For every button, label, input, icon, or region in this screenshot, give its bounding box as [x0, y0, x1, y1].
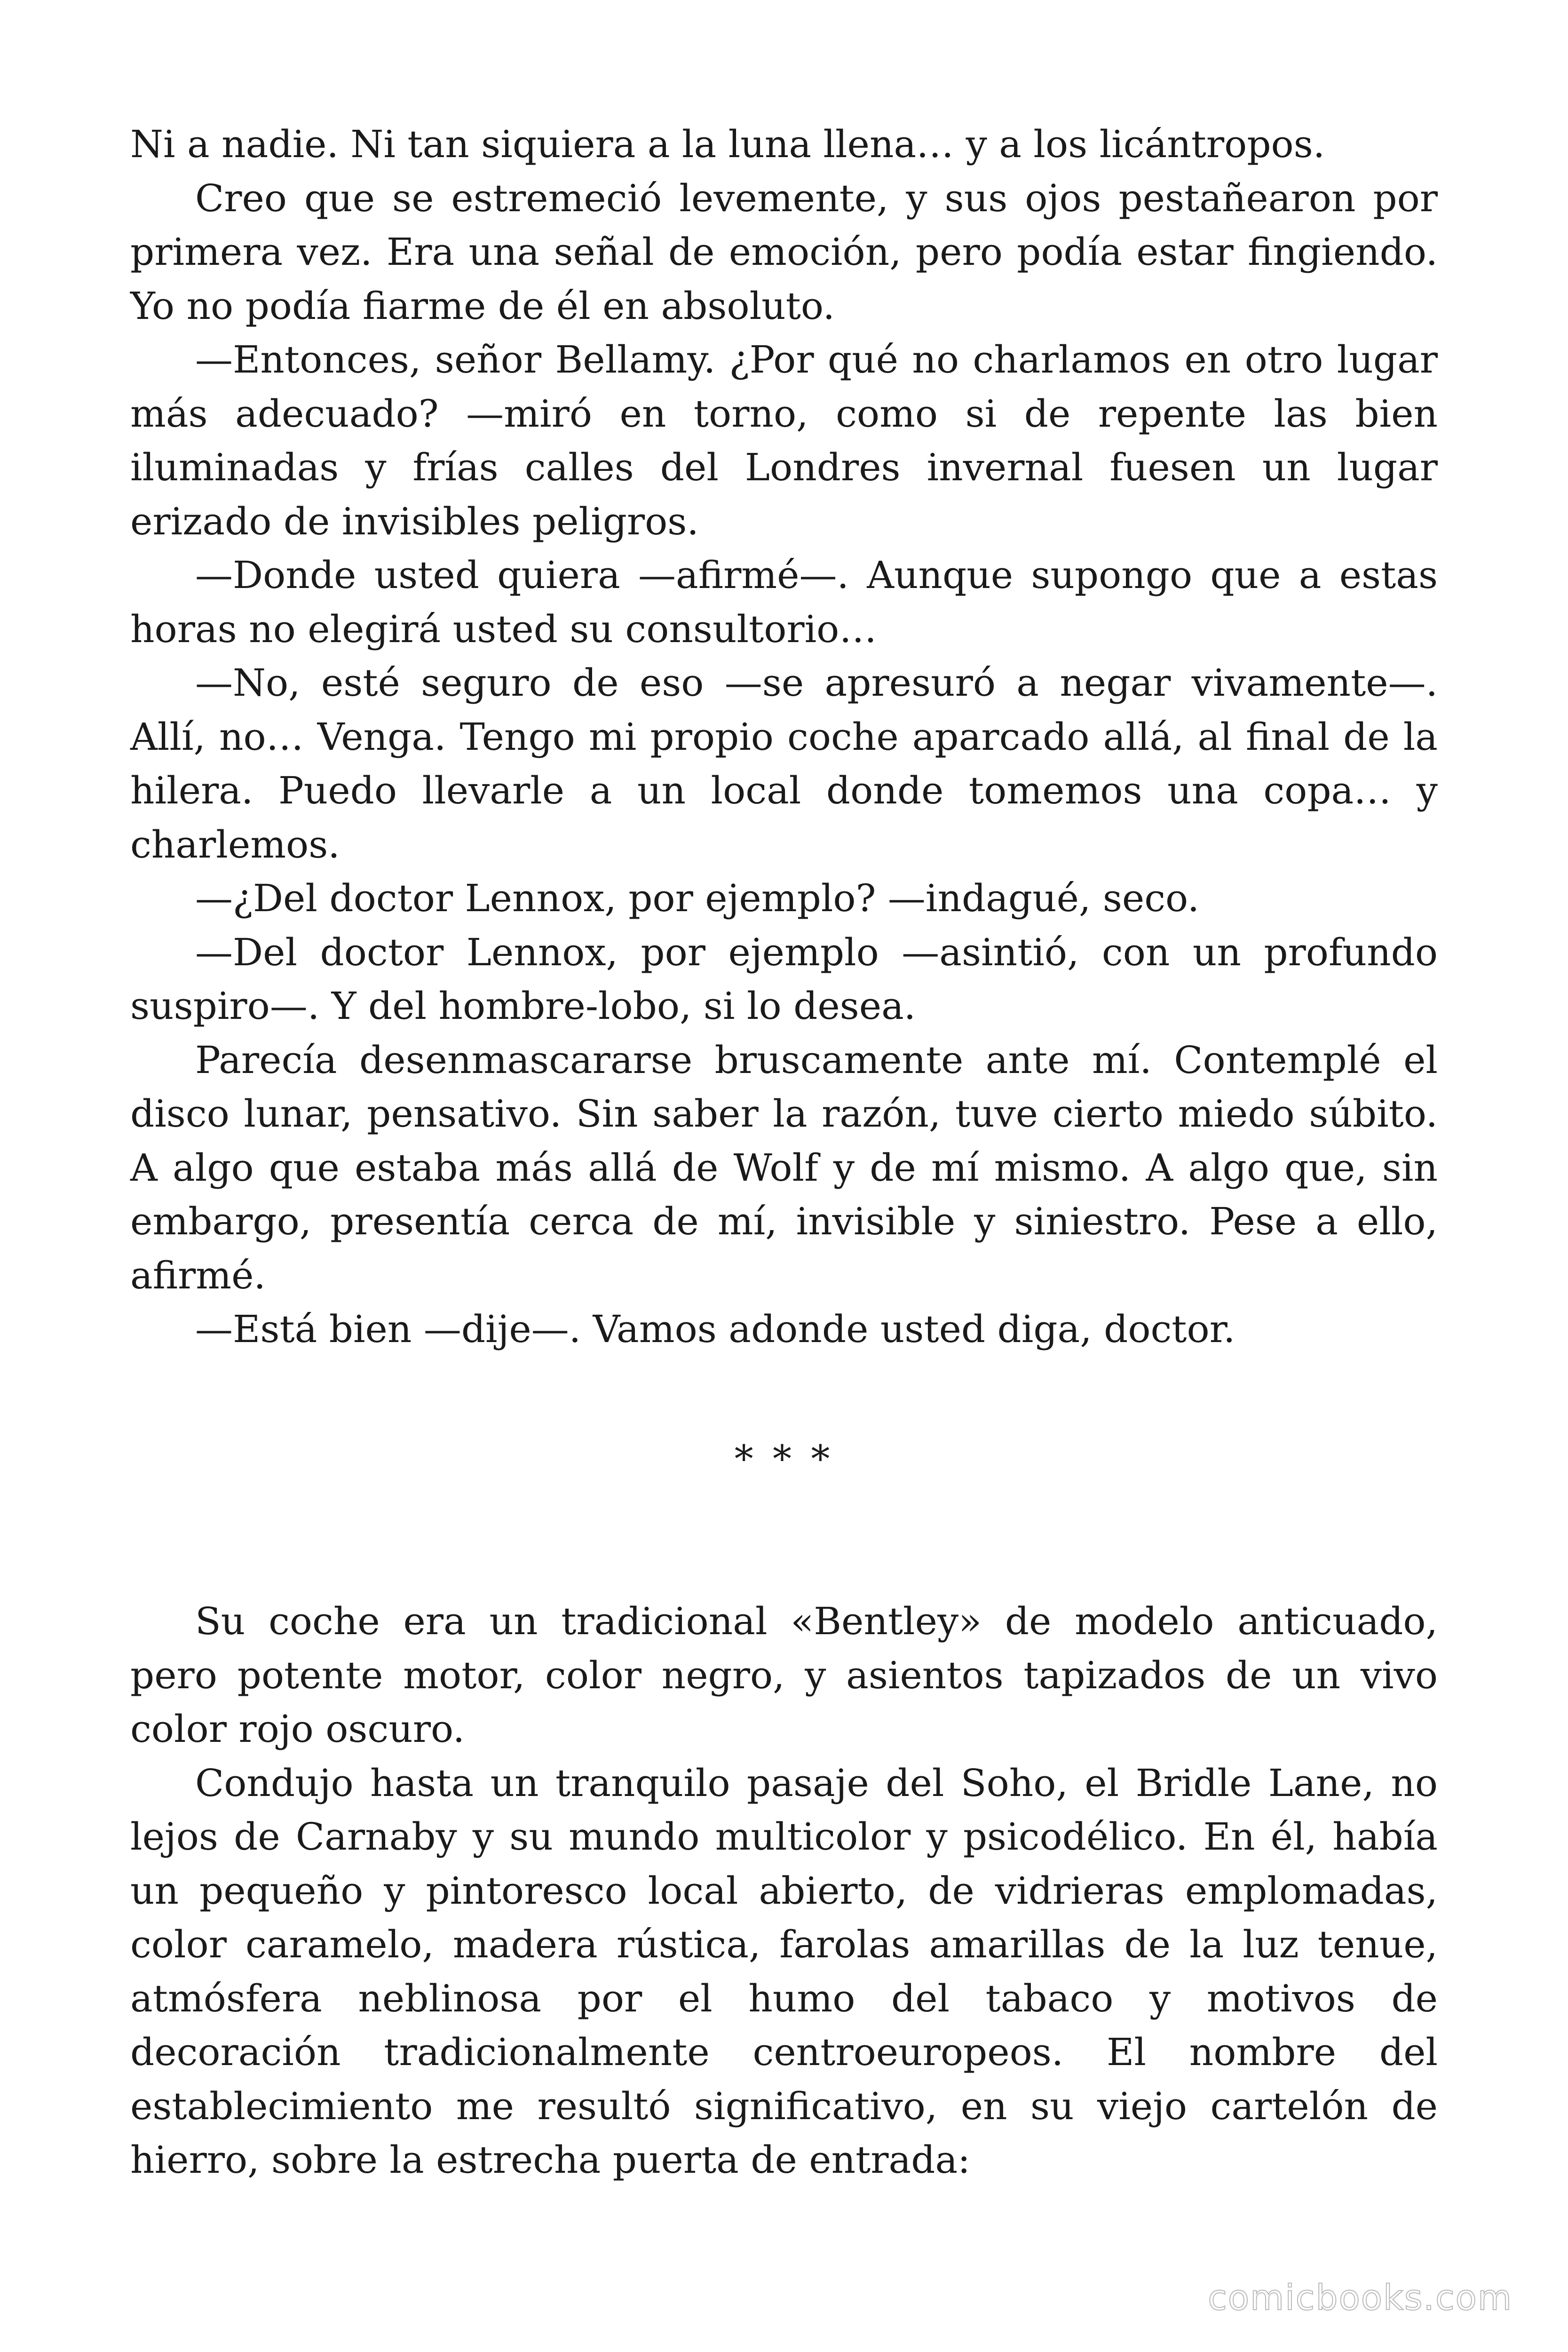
- paragraph: Condujo hasta un tranquilo pasaje del Soho, el Bridle Lane, no lejos de Carnaby y su mundo multicolor y psicodélico. En él, había un pequeño y pintoresco local abierto, de vidrieras emplomadas, color caramelo, madera rústica, farolas amarillas de la luz tenue, atmósfera neblinosa por el humo del tabaco y motivos de decoración tradicionalmente centroeuropeos. El nombre del establecimiento me resultó significativo, en su viejo cartelón de hierro, sobre la estrecha puerta de entrada:: [130, 1761, 1438, 2182]
- watermark: comicbooks.com: [1208, 2278, 1513, 2318]
- text-body-section-1: [130, 118, 1438, 1357]
- paragraph: —Del doctor Lennox, por ejemplo —asintió, con un profundo suspiro—. Y del hombre-lobo, si lo desea.: [130, 930, 1438, 1028]
- section-separator: * * *: [734, 1437, 834, 1481]
- paragraph: —Está bien —dije—. Vamos adonde usted diga, doctor.: [195, 1307, 1235, 1351]
- paragraph: Su coche era un tradicional «Bentley» de modelo anticuado, pero potente motor, color negro, y asientos tapizados de un vivo color rojo oscuro.: [130, 1599, 1438, 1751]
- paragraph: —Entonces, señor Bellamy. ¿Por qué no charlamos en otro lugar más adecuado? —miró en torno, como si de repente las bien iluminadas y frías calles del Londres invernal fuesen un lugar erizado de invisibles peligros.: [130, 338, 1438, 543]
- paragraph: Parecía desenmascararse bruscamente ante mí. Contemplé el disco lunar, pensativo. Sin saber la razón, tuve cierto miedo súbito. A algo que estaba más allá de Wolf y de mí mismo. A algo que, sin embargo, presentía cerca de mí, invisible y siniestro. Pese a ello, afirmé.: [130, 1038, 1438, 1297]
- paragraph: —No, esté seguro de eso —se apresuró a negar vivamente—. Allí, no… Venga. Tengo mi propio coche aparcado allá, al final de la hilera. Puedo llevarle a un local donde tomemos una copa… y charlemos.: [130, 661, 1438, 866]
- text-body-section-2: [130, 1595, 1438, 2187]
- paragraph: Creo que se estremeció levemente, y sus ojos pestañearon por primera vez. Era una señal de emoción, pero podía estar fingiendo. Yo no podía fiarme de él en absoluto.: [130, 176, 1438, 328]
- paragraph: —¿Del doctor Lennox, por ejemplo? —indagué, seco.: [195, 876, 1200, 920]
- paragraph: —Donde usted quiera —afirmé—. Aunque supongo que a estas horas no elegirá usted su consultorio…: [130, 553, 1438, 651]
- paragraph: Ni a nadie. Ni tan siquiera a la luna llena… y a los licántropos.: [130, 122, 1325, 166]
